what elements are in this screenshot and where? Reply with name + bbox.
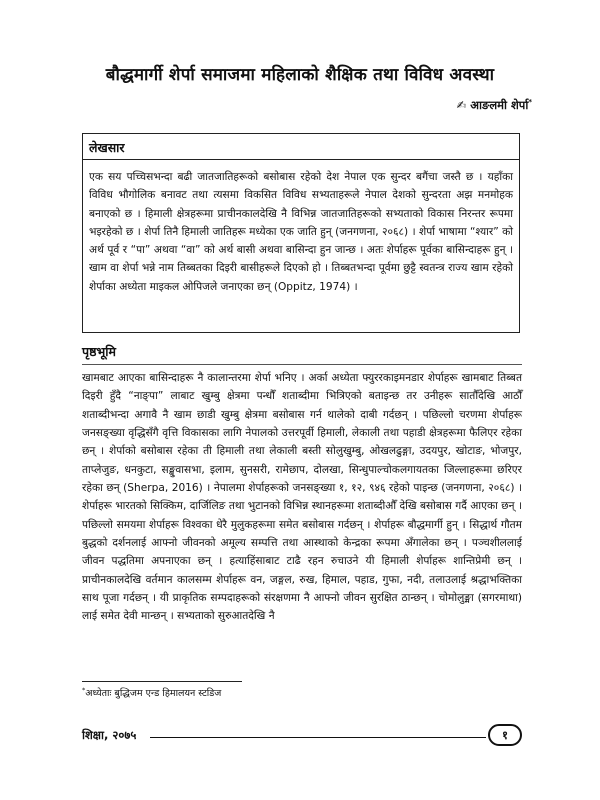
pen-icon: ✍ (456, 98, 467, 112)
abstract-heading: लेखसार (89, 140, 125, 155)
background-text: खामबाट आएका बासिन्दाहरू नै कालान्तरमा शेर्पा भनिए । अर्का अध्येता फ्युररकाइमनडार शेर्पाहरू खामबाट तिब्बत दिइरी हुँदै “नाङ्पा” लाबाट खुम्बु क्षेत्रमा पन्धौँ शताब्दीमा भित्रिएको बताइन्छ तर उनीहरू सातौँदेखि आठौँ शताब्दीभन्दा अगावै नै खाम छाडी खुम्बु क्षेत्रमा बसोबास गर्न थालेको दाबी गर्दछन् । पछिल्लो चरणमा शेर्पाहरू जनसङ्ख्या वृद्धिसँगै वृत्ति विकासका लागि नेपालको उत्तरपूर्वी हिमाली, लेकाली तथा पहाडी क्षेत्रहरूमा फैलिएर रहेका छन् । शेर्पाको बसोबास रहेका ती हिमाली तथा लेकाली बस्ती सोलुखुम्बु, ओखलढुङ्गा, उदयपुर, खोटाङ, भोजपुर, ताप्लेजुङ, धनकुटा, सङ्खुवासभा, इलाम, सुनसरी, रामेछाप, दोलखा, सिन्धुपाल्चोकलगायतका जिल्लाहरूमा छरिएर रहेका छन् (Sherpa, 2016) । नेपालमा शेर्पाहरूको जनसङ्ख्या १, १२, ९४६ रहेको पाइन्छ (जनगणना, २०६८) । शेर्पाहरू भारतको सिक्किम, दार्जिलिङ तथा भुटानको विभिन्न स्थानहरूमा शताब्दीऔँ देखि बसोबास गर्दै आएका छन् । पछिल्लो समयमा शेर्पाहरू विश्वका धेरै मुलुकहरूमा समेत बसोबास गर्दछन् । शेर्पाहरू बौद्धमार्गी हुन् । सिद्धार्थ गौतम बुद्धको दर्शनलाई आफ्नो जीवनको अमूल्य सम्पत्ति तथा आस्थाको केन्द्रका रूपमा अँगालेका छन् । पञ्चशीललाई जीवन पद्धतिमा अपनाएका छन् । हत्याहिंसाबाट टाढै रहन रुचाउने यी हिमाली शेर्पाहरू शान्तिप्रेमी छन् । प्राचीनकालदेखि वर्तमान कालसम्म शेर्पाहरू वन, जङ्गल, रुख, हिमाल, पहाड, गुफा, नदी, तलाउलाई श्रद्धाभक्तिका साथ पूजा गर्दछन् । यी प्राकृतिक सम्पदाहरूको संरक्षणमा नै आफ्नो जीवन सुरक्षित ठान्छन् । चोमोलुङ्मा (सगरमाथा) लाई समेत देवी मान्छन् । सभ्यताको सुरुआतदेखि नै (82, 372, 522, 623)
article-title: बौद्धमार्गी शेर्पा समाजमा महिलाको शैक्षिक तथा विविध अवस्था (105, 65, 495, 85)
footnote-text: अध्येताः बुद्धिजम एन्ड हिमालयन स्टडिज (85, 688, 222, 700)
background-divider (82, 364, 522, 365)
footnote-mark: * (82, 686, 86, 694)
footnote-divider (82, 681, 242, 682)
abstract-text: एक सय पच्चिसभन्दा बढी जातजातिहरूको बसोबास रहेको देश नेपाल एक सुन्दर बगैंचा जस्तै छ । यहाँका विविध भौगोलिक बनावट तथा त्यसमा विकसित विविध सभ्यताहरूले नेपाल देशको सुन्दरता अझ मनमोहक बनाएको छ । हिमाली क्षेत्रहरूमा प्राचीनकालदेखि नै विभिन्न जातजातिहरूको सभ्यताको विकास निरन्तर रूपमा भइरहेको छ । शेर्पा तिनै हिमाली जातिहरू मध्येका एक जाति हुन् (जनगणना, २०६८) । शेर्पा भाषामा “श्यार” को अर्थ पूर्व र “पा” अथवा “वा” को अर्थ बासी अथवा बासिन्दा हुन जान्छ । अतः शेर्पाहरू पूर्वका बासिन्दाहरू हुन् । खाम वा शेर्पा भन्ने नाम तिब्बतका दिइरी बासीहरूले दिएको हो । तिब्बतभन्दा पूर्वमा छुट्टै स्वतन्त्र राज्य खाम रहेको शेर्पाका अध्येता माइकल ओपिजले जनाएका छन् (Oppitz, 1974) । (89, 171, 513, 293)
abstract-box (82, 133, 520, 333)
page-number: १ (488, 724, 522, 746)
footnote (82, 686, 221, 699)
footer-journal: शिक्षा, २०७५ (82, 728, 137, 742)
author-footnote-mark: * (528, 98, 532, 107)
author-name: आङलमी शेर्पा (470, 98, 529, 112)
background-heading: पृष्ठभूमि (82, 344, 116, 359)
abstract-divider (83, 159, 519, 160)
author-line (457, 98, 532, 113)
footer-rule (150, 737, 486, 738)
